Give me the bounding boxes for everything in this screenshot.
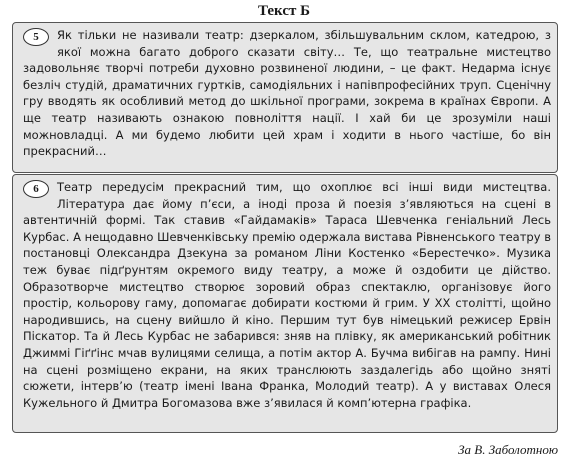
paragraph-number-badge: 5: [23, 28, 49, 46]
paragraph-text: Театр передусім прекрасний тим, що охоплює всі інші види мистецтва. Література дає йому п’єси, а іноді проза й поезія з’являються на сцені в автентичній формі. Так ставив «Гайдамаків» Тараса Шевченка геніальний Лесь Курбас. А нещодавно Шевченківську премію одержала вистава Рівненського театру в постановці Олександра Дзекуна за романом Ліни Костенко «Берестечко». Музика теж буває підґрунтям окремого виду театру, а може й оздобити це дійство. Образотворче мистецтво створює зоровий образ спектаклю, організовує його простір, кольорову гаму, допомагає добирати костюми й грим. У XX столітті, щойно народившись, на сцену вийшло й кіно. Першим тут був німецький режисер Ервін Піскатор. Та й Лесь Курбас не забарився: зняв на плівку, як американський робітник Джиммі Гіґґінс мчав вулицями селища, а потім актор А. Бучма вибігав на рампу. Нині на сцені розміщено екрани, на яких транслюють заздалегідь або щойно зняті сюжети, інтерв’ю (театр імені Івана Франка, Молодий театр). А у виставах Олеся Кужельного й Дмитра Богомазова вже з’явилася й комп’ютерна графіка.: [23, 180, 551, 410]
paragraph-text: Як тільки не називали театр: дзеркалом, збільшувальним склом, катедрою, з якої можна багато доброго сказати світу… Те, що театральне мистецтво задовольняє творчі потреби духовно розвиненої людини, – це факт. Недарма існує безліч студій, драматичних гуртків, самодіяльних і напівпрофесійних труп. Сценічну гру вводять як особливий метод до шкільної програми, зокрема в країнах Європи. А ще театр називають ознакою повноліття нації. І хай би це зрозуміли наші можновладці. А ми будемо любити цей храм і ходити в нього частіше, бо він прекрасний…: [23, 28, 551, 159]
paragraph-5: [12, 22, 558, 173]
paragraph-number-badge: 6: [23, 180, 49, 198]
source-attribution: За В. Заболотною: [458, 442, 558, 457]
paragraph-6: [12, 174, 558, 433]
text-title: Текст Б: [257, 3, 311, 19]
